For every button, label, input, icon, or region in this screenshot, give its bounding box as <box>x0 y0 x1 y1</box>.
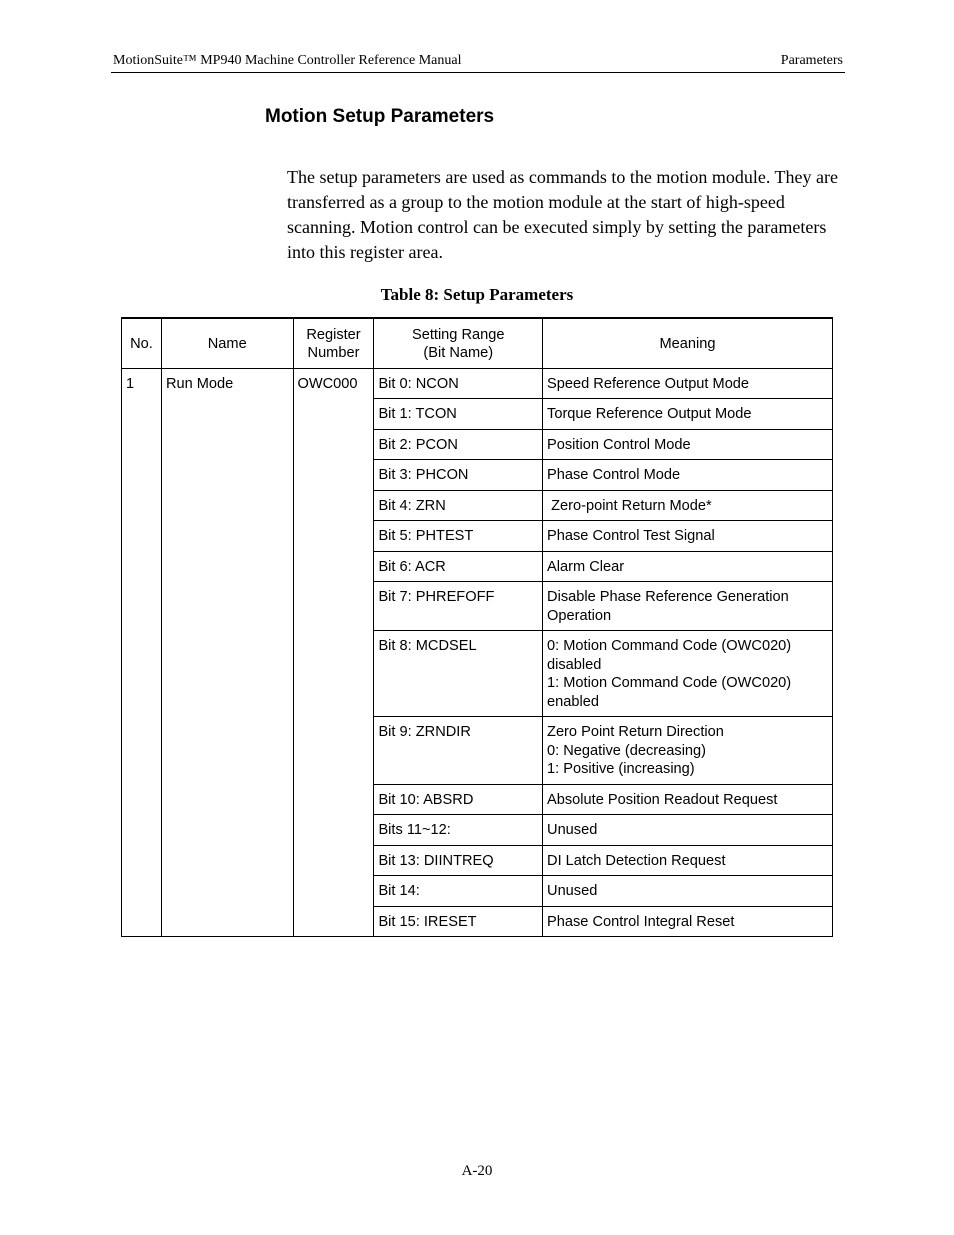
intro-paragraph: The setup parameters are used as commands to the motion module. They are transferred as a group to the motion module at the start of high-speed scanning. Motion control can be executed simply by setting the parameters into this register area. <box>287 167 838 262</box>
header-register: Register Number <box>293 318 374 368</box>
meaning-cell: 0: Motion Command Code (OWC020) disabled 1: Motion Command Code (OWC020) enabled <box>543 631 833 717</box>
header-meaning: Meaning <box>543 318 833 368</box>
meaning-cell: Zero-point Return Mode* <box>543 490 833 521</box>
meaning-cell: Zero Point Return Direction 0: Negative (decreasing) 1: Positive (increasing) <box>543 717 833 785</box>
meaning-cell: Unused <box>543 876 833 907</box>
bit-name-cell: Bits 11~12: <box>374 815 543 846</box>
bit-name-cell: Bit 0: NCON <box>374 368 543 399</box>
bit-name-cell: Bit 14: <box>374 876 543 907</box>
table-caption-text: Table 8: Setup Parameters <box>380 285 574 304</box>
bit-name-cell: Bit 9: ZRNDIR <box>374 717 543 785</box>
bit-name-cell: Bit 1: TCON <box>374 399 543 430</box>
bit-name-cell: Bit 13: DIINTREQ <box>374 845 543 876</box>
running-header <box>111 52 845 73</box>
bit-name-cell: Bit 4: ZRN <box>374 490 543 521</box>
bit-name-cell: Bit 5: PHTEST <box>374 521 543 552</box>
meaning-cell: Phase Control Test Signal <box>543 521 833 552</box>
bit-name-cell: Bit 6: ACR <box>374 551 543 582</box>
entry-register: OWC000 <box>293 368 374 937</box>
header-name: Name <box>161 318 293 368</box>
meaning-cell: Torque Reference Output Mode <box>543 399 833 430</box>
meaning-cell: Phase Control Mode <box>543 460 833 491</box>
bit-name-cell: Bit 10: ABSRD <box>374 784 543 815</box>
bit-name-cell: Bit 15: IRESET <box>374 906 543 937</box>
meaning-cell: DI Latch Detection Request <box>543 845 833 876</box>
header-setting-range: Setting Range (Bit Name) <box>374 318 543 368</box>
meaning-cell: Position Control Mode <box>543 429 833 460</box>
manual-title: MotionSuite™ MP940 Machine Controller Reference Manual <box>113 53 462 68</box>
setup-parameters-table <box>121 317 833 937</box>
page-number: A-20 <box>461 1163 493 1179</box>
table-body <box>122 368 833 937</box>
table-row <box>122 368 833 399</box>
meaning-cell: Absolute Position Readout Request <box>543 784 833 815</box>
section-title: Motion Setup Parameters <box>265 106 495 127</box>
bit-name-cell: Bit 2: PCON <box>374 429 543 460</box>
bit-name-cell: Bit 8: MCDSEL <box>374 631 543 717</box>
bit-name-cell: Bit 7: PHREFOFF <box>374 582 543 631</box>
meaning-cell: Disable Phase Reference Generation Operation <box>543 582 833 631</box>
meaning-cell: Unused <box>543 815 833 846</box>
meaning-cell: Speed Reference Output Mode <box>543 368 833 399</box>
bit-name-cell: Bit 3: PHCON <box>374 460 543 491</box>
table-header-row <box>122 318 833 368</box>
meaning-cell: Alarm Clear <box>543 551 833 582</box>
entry-name: Run Mode <box>161 368 293 937</box>
chapter-title: Parameters <box>780 53 843 68</box>
entry-no: 1 <box>122 368 162 937</box>
table-caption <box>0 285 954 305</box>
meaning-cell: Phase Control Integral Reset <box>543 906 833 937</box>
header-no: No. <box>122 318 162 368</box>
